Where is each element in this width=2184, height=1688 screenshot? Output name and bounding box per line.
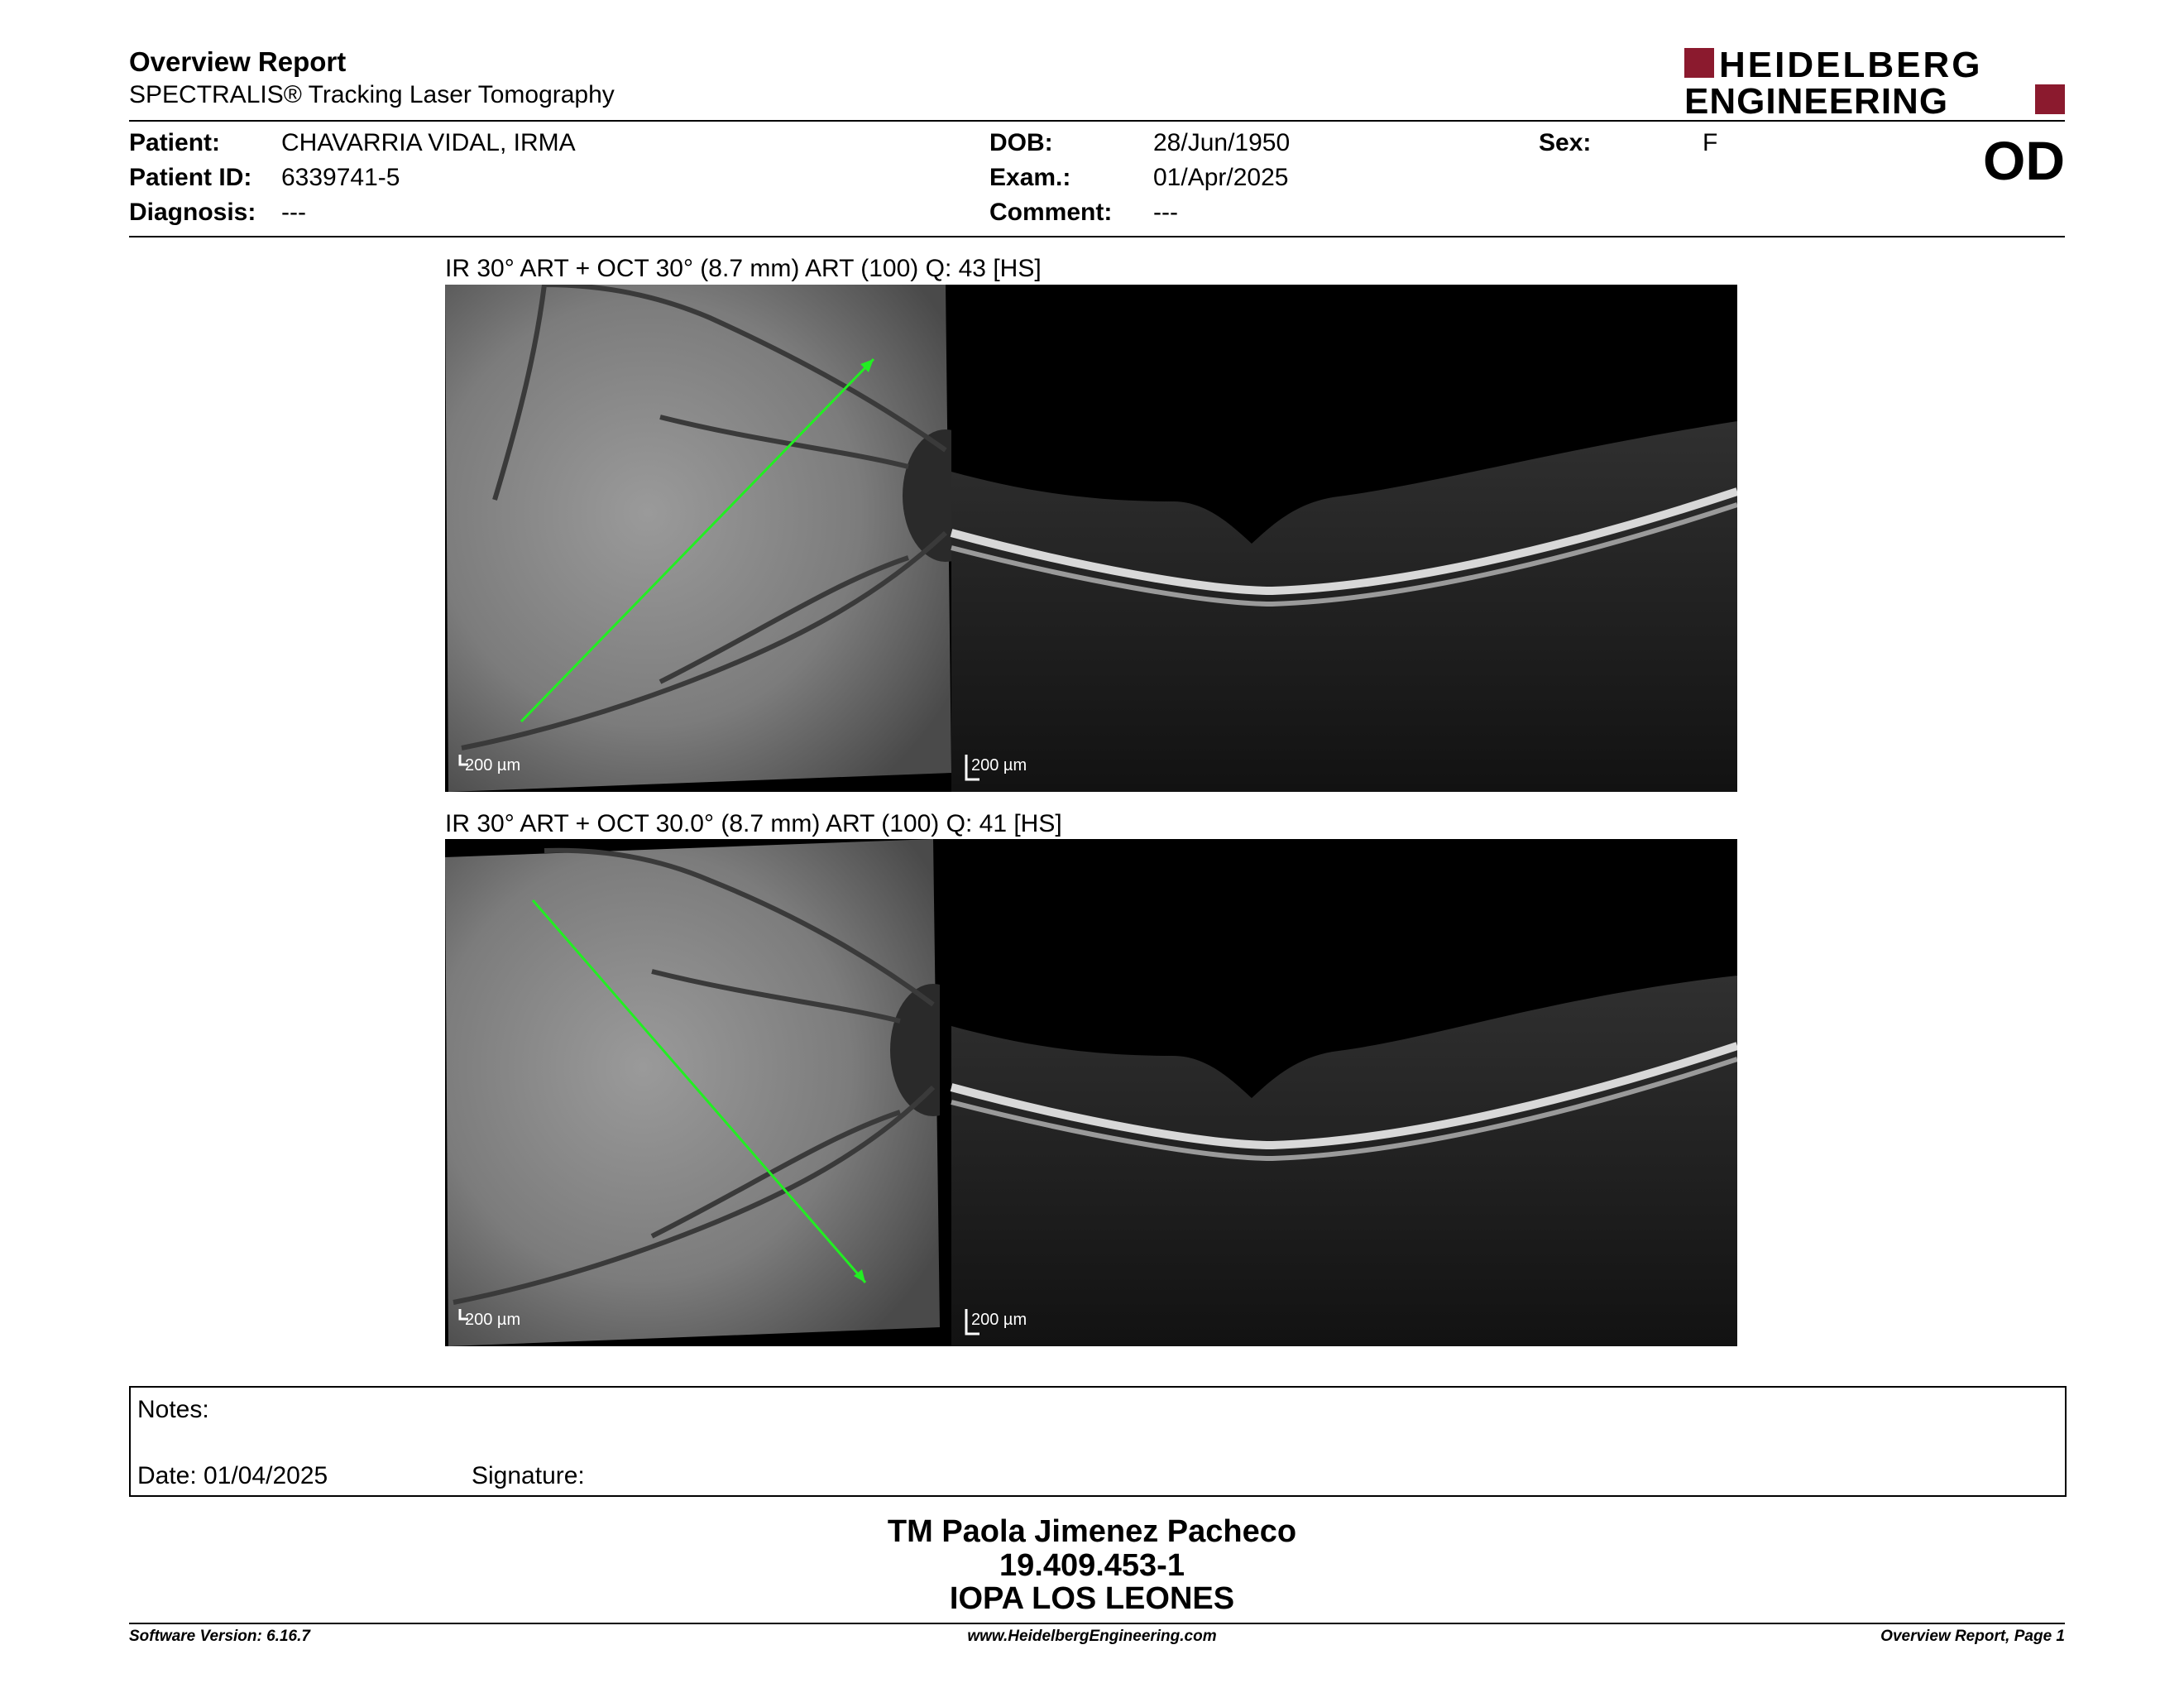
patient-rule bbox=[129, 236, 2065, 237]
patient-label: Patient: bbox=[129, 129, 221, 156]
logo-line1: HEIDELBERG bbox=[1719, 46, 1983, 85]
signatory-institution: IOPA LOS LEONES bbox=[949, 1581, 1235, 1616]
website-link[interactable]: www.HeidelbergEngineering.com bbox=[967, 1628, 1217, 1645]
comment-value: --- bbox=[1153, 199, 1178, 226]
eye-indicator: OD bbox=[1983, 130, 2065, 191]
signatory-name: TM Paola Jimenez Pacheco bbox=[887, 1514, 1297, 1549]
sex-label: Sex: bbox=[1539, 129, 1592, 156]
logo-square-bottom bbox=[2035, 84, 2065, 114]
header-rule bbox=[129, 120, 2065, 122]
page-number: Overview Report, Page 1 bbox=[1880, 1628, 2065, 1645]
comment-label: Comment: bbox=[989, 199, 1113, 226]
exam-value: 01/Apr/2025 bbox=[1153, 164, 1289, 191]
oct-scale-label-2: 200 µm bbox=[971, 1311, 1027, 1329]
exam-label: Exam.: bbox=[989, 164, 1071, 191]
patient-name: CHAVARRIA VIDAL, IRMA bbox=[281, 129, 576, 156]
fundus-scale-label-1: 200 µm bbox=[465, 756, 521, 774]
diagnosis-label: Diagnosis: bbox=[129, 199, 256, 226]
software-version: Software Version: 6.16.7 bbox=[129, 1628, 310, 1645]
scan1-image bbox=[445, 285, 1737, 792]
signature-label: Signature: bbox=[472, 1462, 585, 1489]
scan2-title: IR 30° ART + OCT 30.0° (8.7 mm) ART (100) Q: 41 [HS] bbox=[445, 810, 1062, 837]
notes-label: Notes: bbox=[137, 1396, 209, 1423]
dob-label: DOB: bbox=[989, 129, 1053, 156]
sex-value: F bbox=[1703, 129, 1718, 156]
oct-scale-label-1: 200 µm bbox=[971, 756, 1027, 774]
scan1-title: IR 30° ART + OCT 30° (8.7 mm) ART (100) Q: 43 [HS] bbox=[445, 255, 1042, 282]
heidelberg-logo bbox=[1684, 46, 2065, 117]
report-subtitle: SPECTRALIS® Tracking Laser Tomography bbox=[129, 81, 615, 108]
report-title: Overview Report bbox=[129, 46, 347, 77]
date-label: Date: 01/04/2025 bbox=[137, 1462, 328, 1489]
patient-id: 6339741-5 bbox=[281, 164, 400, 191]
notes-box bbox=[129, 1386, 2067, 1497]
fundus-scale-label-2: 200 µm bbox=[465, 1311, 521, 1329]
patient-id-label: Patient ID: bbox=[129, 164, 252, 191]
diagnosis-value: --- bbox=[281, 199, 306, 226]
dob-value: 28/Jun/1950 bbox=[1153, 129, 1291, 156]
scan2-image bbox=[445, 839, 1737, 1346]
logo-square-top bbox=[1684, 48, 1714, 78]
footer-rule bbox=[129, 1623, 2065, 1624]
scan1-panel bbox=[445, 285, 1737, 792]
scan2-panel bbox=[445, 839, 1737, 1346]
logo-line2: ENGINEERING bbox=[1684, 81, 1949, 117]
fundus-image-2 bbox=[445, 839, 940, 1346]
signatory-rut: 19.409.453-1 bbox=[999, 1548, 1185, 1583]
